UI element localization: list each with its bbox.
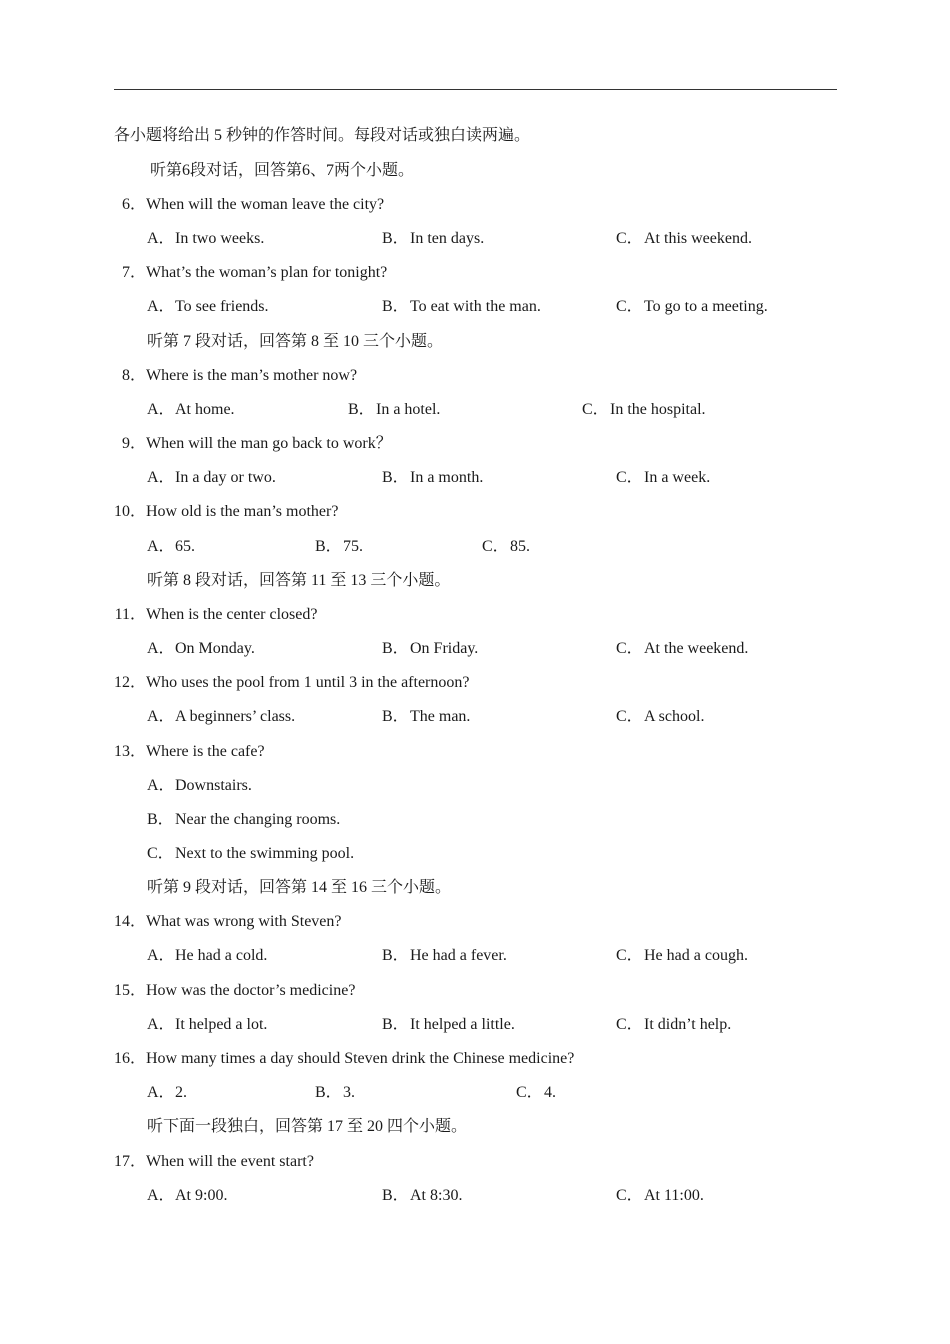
question-number: 17． xyxy=(114,1153,147,1170)
option-a[interactable]: A．In two weeks. xyxy=(147,230,265,247)
question-number: 13． xyxy=(114,743,147,760)
option-b[interactable]: B．On Friday. xyxy=(382,640,479,657)
question-8 xyxy=(114,366,357,386)
question-number: 10． xyxy=(114,503,147,520)
question-text: Where is the cafe? xyxy=(146,743,265,760)
question-number: 6． xyxy=(121,196,146,213)
option-c[interactable]: C．It didn’t help. xyxy=(616,1016,732,1033)
question-number: 16． xyxy=(114,1050,147,1067)
question-text: When will the event start? xyxy=(146,1153,314,1170)
option-b[interactable]: B．At 8:30. xyxy=(382,1187,463,1204)
option-c[interactable]: C．85. xyxy=(482,538,530,555)
question-9 xyxy=(114,434,392,454)
question-text: When will the woman leave the city? xyxy=(146,196,385,213)
option-c[interactable]: C．He had a cough. xyxy=(616,947,748,964)
question-text: What’s the woman’s plan for tonight? xyxy=(146,264,388,281)
section-header-7: 听第 7 段对话，回答第 8 至 10 三个小题。 xyxy=(147,333,444,350)
question-text: How many times a day should Steven drink the Chinese medicine? xyxy=(146,1050,575,1067)
option-c[interactable]: C．4. xyxy=(516,1084,556,1101)
section-header-6: 听第6段对话，回答第6、7两个小题。 xyxy=(150,162,415,179)
option-c[interactable]: C．In a week. xyxy=(616,469,711,486)
option-b[interactable]: B．In ten days. xyxy=(382,230,485,247)
option-b[interactable]: B．It helped a little. xyxy=(382,1016,515,1033)
question-text: When is the center closed? xyxy=(146,606,318,623)
question-text: When will the man go back to work？ xyxy=(146,435,392,452)
option-b[interactable]: B．75. xyxy=(315,538,363,555)
question-number: 8． xyxy=(121,367,146,384)
section-intro: 各小题将给出 5 秒钟的作答时间。每段对话或独白读两遍。 xyxy=(114,127,531,144)
option-b[interactable]: B．In a hotel. xyxy=(348,401,441,418)
header-rule xyxy=(114,89,837,90)
question-number: 12． xyxy=(114,674,147,691)
question-16 xyxy=(114,1049,574,1069)
question-7 xyxy=(114,263,387,283)
question-number: 9． xyxy=(121,435,146,452)
option-b[interactable]: B．The man. xyxy=(382,708,471,725)
option-b[interactable]: B．To eat with the man. xyxy=(382,298,541,315)
option-a[interactable]: A．On Monday. xyxy=(147,640,255,657)
option-c[interactable]: C．At 11:00. xyxy=(616,1187,704,1204)
option-c[interactable]: C．In the hospital. xyxy=(582,401,706,418)
question-text: Who uses the pool from 1 until 3 in the afternoon? xyxy=(146,674,470,691)
question-text: How was the doctor’s medicine? xyxy=(146,982,356,999)
option-a[interactable]: A．At 9:00. xyxy=(147,1187,228,1204)
section-header-9: 听第 9 段对话，回答第 14 至 16 三个小题。 xyxy=(147,879,452,896)
question-number: 11． xyxy=(114,606,146,623)
option-b[interactable]: B．In a month. xyxy=(382,469,484,486)
question-17 xyxy=(114,1152,314,1172)
option-a[interactable]: A．A beginners’ class. xyxy=(147,708,296,725)
question-text: What was wrong with Steven? xyxy=(146,913,342,930)
question-text: How old is the man’s mother? xyxy=(146,503,339,520)
option-b[interactable]: B．Near the changing rooms. xyxy=(147,811,341,828)
option-a[interactable]: A．At home. xyxy=(147,401,235,418)
option-a[interactable]: A．It helped a lot. xyxy=(147,1016,268,1033)
option-c[interactable]: C．At this weekend. xyxy=(616,230,752,247)
option-b[interactable]: B．He had a fever. xyxy=(382,947,507,964)
question-13 xyxy=(114,742,265,762)
option-c[interactable]: C．To go to a meeting. xyxy=(616,298,768,315)
question-11 xyxy=(114,605,317,625)
question-text: Where is the man’s mother now? xyxy=(146,367,358,384)
option-a[interactable]: A．In a day or two. xyxy=(147,469,276,486)
option-a[interactable]: A．2. xyxy=(147,1084,187,1101)
question-number: 14． xyxy=(114,913,147,930)
section-header-8: 听第 8 段对话，回答第 11 至 13 三个小题。 xyxy=(147,572,451,589)
option-a[interactable]: A．He had a cold. xyxy=(147,947,268,964)
question-6 xyxy=(114,195,384,215)
option-a[interactable]: A．Downstairs. xyxy=(147,777,252,794)
option-a[interactable]: A．65. xyxy=(147,538,195,555)
question-12 xyxy=(114,673,469,693)
option-b[interactable]: B．3. xyxy=(315,1084,355,1101)
question-14 xyxy=(114,912,342,932)
option-c[interactable]: C．Next to the swimming pool. xyxy=(147,845,355,862)
question-number: 7． xyxy=(121,264,146,281)
question-10 xyxy=(114,502,338,522)
option-c[interactable]: C．A school. xyxy=(616,708,705,725)
question-15 xyxy=(114,981,355,1001)
option-a[interactable]: A．To see friends. xyxy=(147,298,269,315)
question-number: 15． xyxy=(114,982,147,999)
section-header-10: 听下面一段独白，回答第 17 至 20 四个小题。 xyxy=(147,1118,468,1135)
option-c[interactable]: C．At the weekend. xyxy=(616,640,749,657)
